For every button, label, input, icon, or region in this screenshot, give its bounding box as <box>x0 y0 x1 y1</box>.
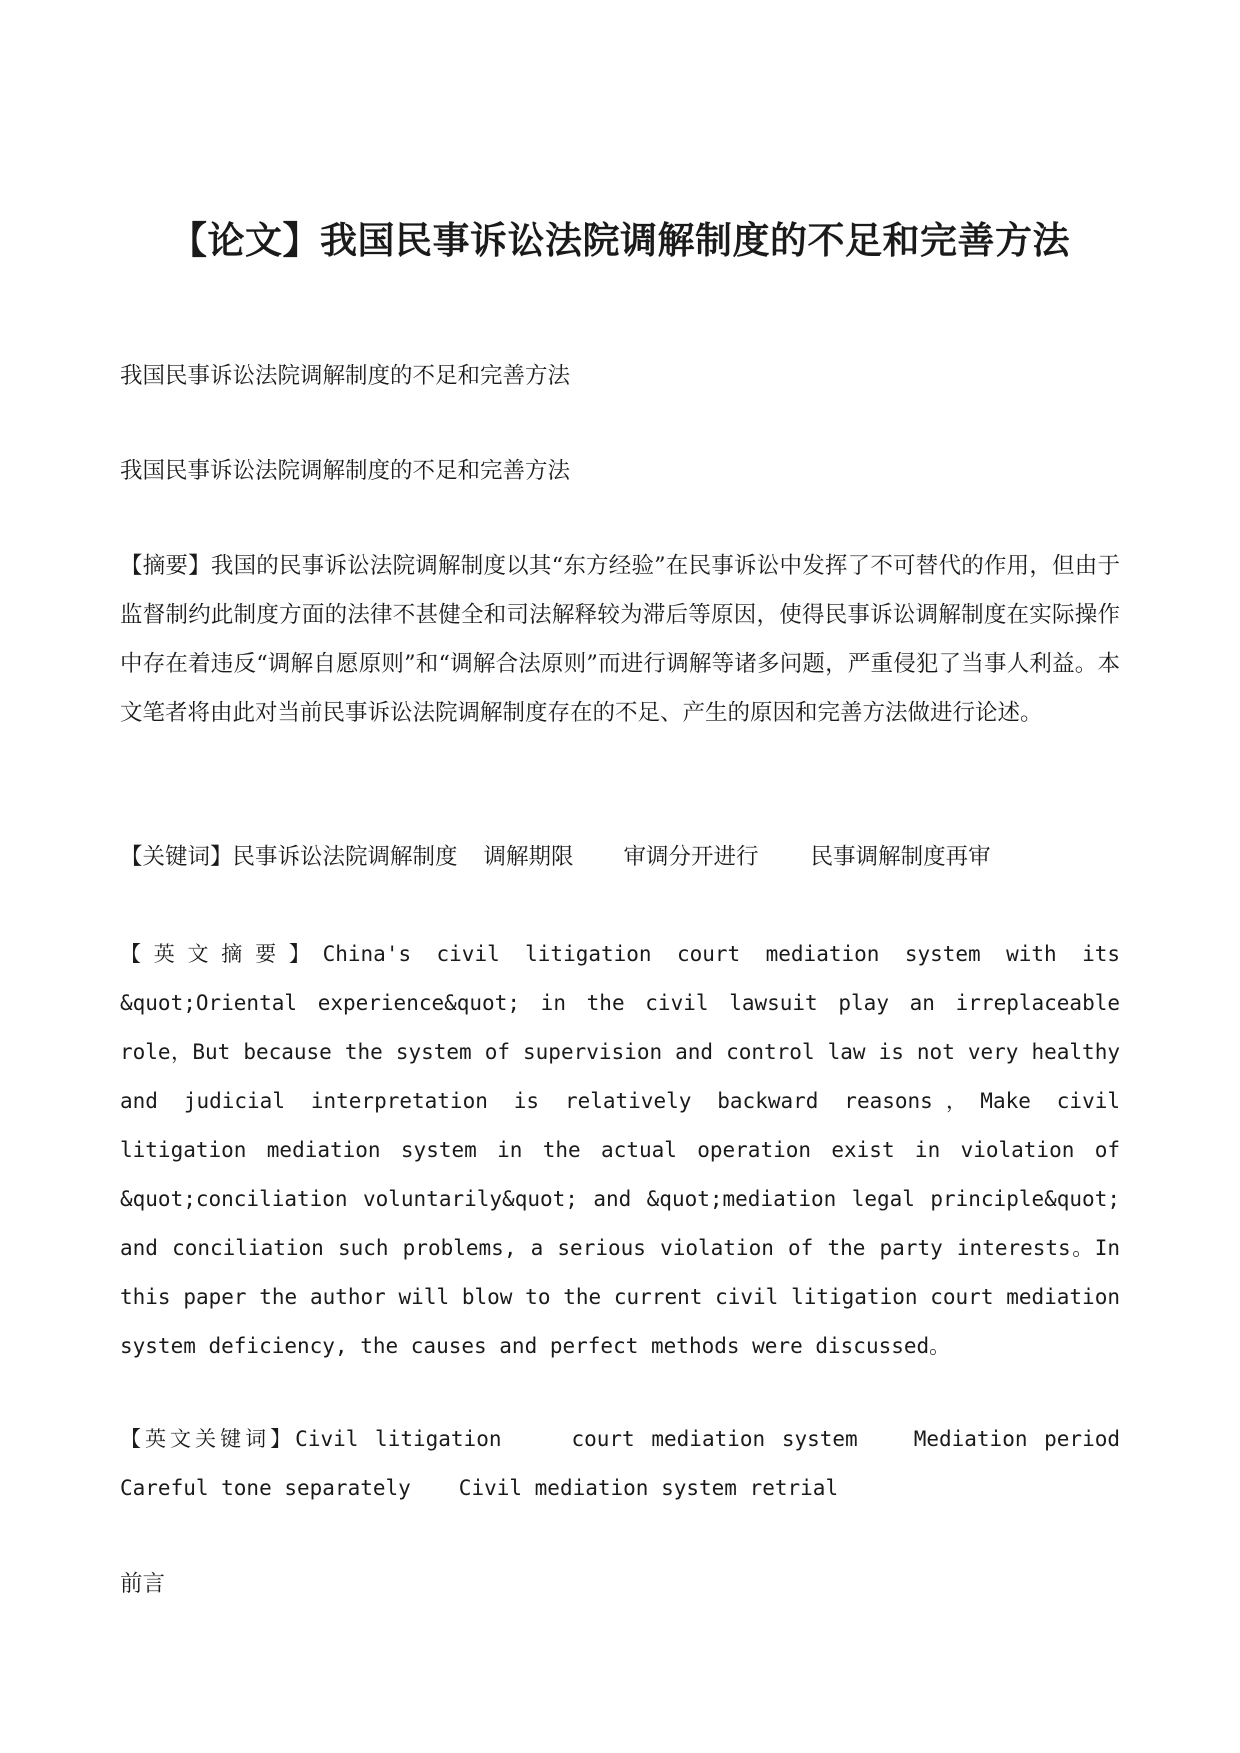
abstract-paragraph: 【摘要】我国的民事诉讼法院调解制度以其“东方经验”在民事诉讼中发挥了不可替代的作用，但由于监督制约此制度方面的法律不甚健全和司法解释较为滞后等原因，使得民事诉讼调解制度在实际操作中存在着违反“调解自愿原则”和“调解合法原则”而进行调解等诸多问题，严重侵犯了当事人利益。本文笔者将由此对当前民事诉讼法院调解制度存在的不足、产生的原因和完善方法做进行论述。 <box>120 553 1120 726</box>
english-keyword-item: Civil litigation <box>295 1427 502 1451</box>
english-keyword-item: Careful tone separately <box>120 1476 411 1500</box>
subtitle-line-2: 我国民事诉讼法院调解制度的不足和完善方法 <box>120 458 571 484</box>
keyword-item: 民事调解制度再审 <box>810 844 991 870</box>
english-abstract-label: 【英文摘要】 <box>120 942 323 966</box>
keyword-item: 民事诉讼法院调解制度 <box>232 844 458 870</box>
english-keywords-paragraph <box>120 1415 1120 1513</box>
english-keyword-item: Civil mediation system retrial <box>458 1476 839 1500</box>
document-title: 【论文】我国民事诉讼法院调解制度的不足和完善方法 <box>170 218 1070 262</box>
subtitle-line-1: 我国民事诉讼法院调解制度的不足和完善方法 <box>120 363 571 389</box>
english-keyword-item: court mediation system <box>571 1427 858 1451</box>
keyword-item: 调解期限 <box>483 844 574 870</box>
english-keyword-item: Mediation period <box>913 1427 1120 1451</box>
english-abstract-paragraph <box>120 930 1120 1371</box>
keywords-label: 【关键词】 <box>120 844 233 870</box>
section-heading-preface: 前言 <box>120 1571 166 1597</box>
keywords-line <box>120 833 1120 882</box>
keyword-item: 审调分开进行 <box>623 844 759 870</box>
english-abstract-text: China's civil litigation court mediation system with its &quot;Oriental experience&quot; in the civil lawsuit play an irreplaceable role，But because the system of supervision and control law is not very healthy and judicial interpretation is relatively backward reasons，Make civil litigation mediation system in the actual operation exist in violation of &quot;conciliation voluntarily&quot; and &quot;mediation legal principle&quot; and conciliation such problems, a serious violation of the party interests。In this paper the author will blow to the current civil litigation court mediation system deficiency, the causes and perfect methods were discussed。 <box>120 942 1120 1358</box>
english-keywords-label: 【英文关键词】 <box>120 1427 296 1451</box>
